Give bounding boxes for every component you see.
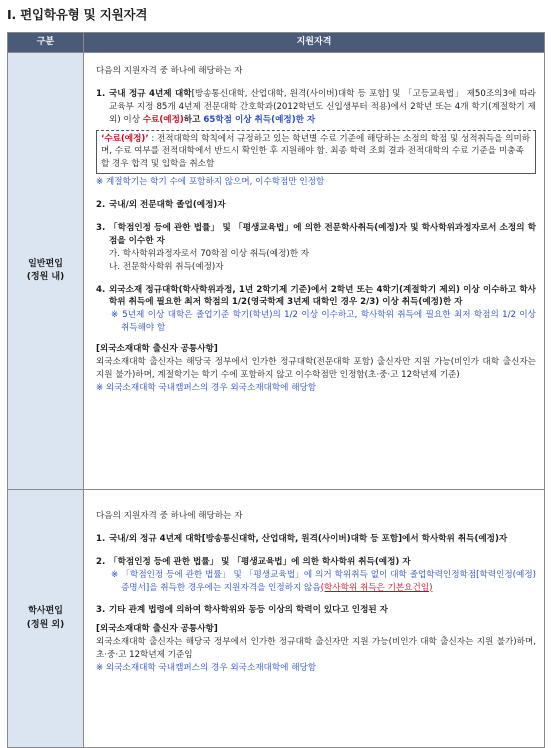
bachelor-item-3: 3. 기타 관계 법령에 의하여 학사학위와 동등 이상의 학력이 있다고 인정된 자 [96, 605, 388, 616]
bachelor-transfer-qualifications [84, 490, 545, 748]
general-transfer-row [8, 53, 545, 490]
general-transfer-label: 일반편입 (정원 내) [8, 53, 84, 490]
completion-definition-box: ‘수료(예정)’ : 전적대학의 학칙에서 규정하고 있는 학년별 수료 기준에 해당하는 소정의 학점 및 성적취득을 의미하며, 수료 여부를 전적대학에서 반드시 확인한 후 지원해야 함. 최종 학력 조회 결과 전적대학의 수료 기준을 미충족할 경우 합격 및 입학을 취소함 [96, 130, 536, 175]
header-qualification: 지원자격 [84, 33, 545, 53]
general-item-2: 2. 국내/외 전문대학 졸업(예정)자 [96, 200, 226, 211]
bachelor-item-2-note: ※ 「학점인정 등에 관한 법률」 및 「평생교육법」에 의거 학위취득 없이 대학 졸업학력인정학점[학력인정(예정)증명서]을 취득한 경우에는 지원자격을 인정하지 않음(학사학위 취득은 기본요건임) [111, 569, 536, 593]
general-intro: 다음의 지원자격 중 하나에 해당하는 자 [96, 66, 243, 76]
general-item-1: 1. 국내 정규 4년제 대학[방송통신대학, 산업대학, 원격(사이버)대학 등 포함] 및 「고등교육법」 제50조의3에 따라 교육부 지정 85개 4년제 전문대학 간호학과(2012학년도 신입생부터 적용)에서 2학년 또는 4개 학기(계절학기 제외) 이상 수료(예정)하고 65학점 이상 취득(예정)한 자 [96, 88, 536, 125]
general-item-3-sub-a: 가. 학사학위과정자로서 70학점 이상 취득(예정)한 자 [109, 248, 310, 259]
bachelor-intro: 다음의 지원자격 중 하나에 해당하는 자 [96, 511, 243, 521]
table-header-row [8, 33, 545, 53]
general-item-3: 3. 「학점인정 등에 관한 법률」 및 「평생교육법」에 의한 전문학사취득(예정)자 및 학사학위과정자로서 소정의 학점을 이수한 자 가. 학사학위과정자로서 70학점 이상 취득(예정)한 자 나. 전문학사학위 취득(예정)자 [96, 223, 536, 272]
admission-table [7, 32, 545, 748]
general-item-1-note: ※ 계절학기는 학기 수에 포함하지 않으며, 이수학점만 인정함 [96, 177, 325, 188]
general-foreign-section: [외국소재대학 출신자 공통사항] 외국소재대학 출신자는 해당국 정부에서 인가한 정규대학(전문대학 포함) 출신자만 지원 가능(비인가 대학 출신자는 지원 불가)하며, 계절학기는 학기 수에 포함하지 않고 이수학점만 인정함(초·중·고 12학년제 기준) ※ 외국소재대학 국내캠퍼스의 경우 외국소재대학에 해당함 [96, 344, 536, 393]
bachelor-transfer-row [8, 490, 545, 748]
bachelor-item-1: 1. 국내/외 정규 4년제 대학[방송통신대학, 산업대학, 원격(사이버)대학 등 포함]에서 학사학위 취득(예정)자 [96, 533, 508, 544]
general-item-3-sub-b: 나. 전문학사학위 취득(예정)자 [109, 261, 224, 272]
page-title: Ⅰ. 편입학유형 및 지원자격 [7, 7, 148, 22]
general-transfer-qualifications [84, 53, 545, 490]
general-item-4-note: ※ 5년제 이상 대학은 졸업기준 학기(학년)의 1/2 이상 이수하고, 학사학위 취득에 필요한 최저 학점의 1/2 이상 취득해야 함 [111, 310, 536, 334]
general-item-4: 4. 외국소재 정규대학(학사학위과정, 1년 2학기제 기준)에서 2학년 또는 4학기(계절학기 제외) 이상 이수하고 학사학위 취득에 필요한 최저 학점의 1/2(영국학제 3년제 대학인 경우 2/3) 이상 취득(예정)한 자 ※ 5년제 이상 대학은 졸업기준 학기(학년)의 1/2 이상 이수하고, 학사학위 취득에 필요한 최저 학점의 1/2 이상 취득해야 함 [96, 284, 536, 334]
header-category: 구분 [8, 33, 84, 53]
bachelor-item-2: 2. 「학점인정 등에 관한 법률」 및 「평생교육법」에 의한 학사학위 취득(예정) 자 ※ 「학점인정 등에 관한 법률」 및 「평생교육법」에 의거 학위취득 없이 대학 졸업학력인정학점[학력인정(예정)증명서]을 취득한 경우에는 지원자격을 인정하지 않음(학사학위 취득은 기본요건임) [96, 556, 536, 593]
bachelor-transfer-label: 학사편입 (정원 외) [8, 490, 84, 748]
bachelor-foreign-section: [외국소재대학 출신자 공통사항] 외국소재대학 출신자는 해당국 정부에서 인가한 정규대학 출신자만 지원 가능(비인가 대학 출신자는 지원 불가)하며, 초·중·고 12학년제 기준임 ※ 외국소재대학 국내캠퍼스의 경우 외국소재대학에 해당함 [96, 624, 536, 674]
